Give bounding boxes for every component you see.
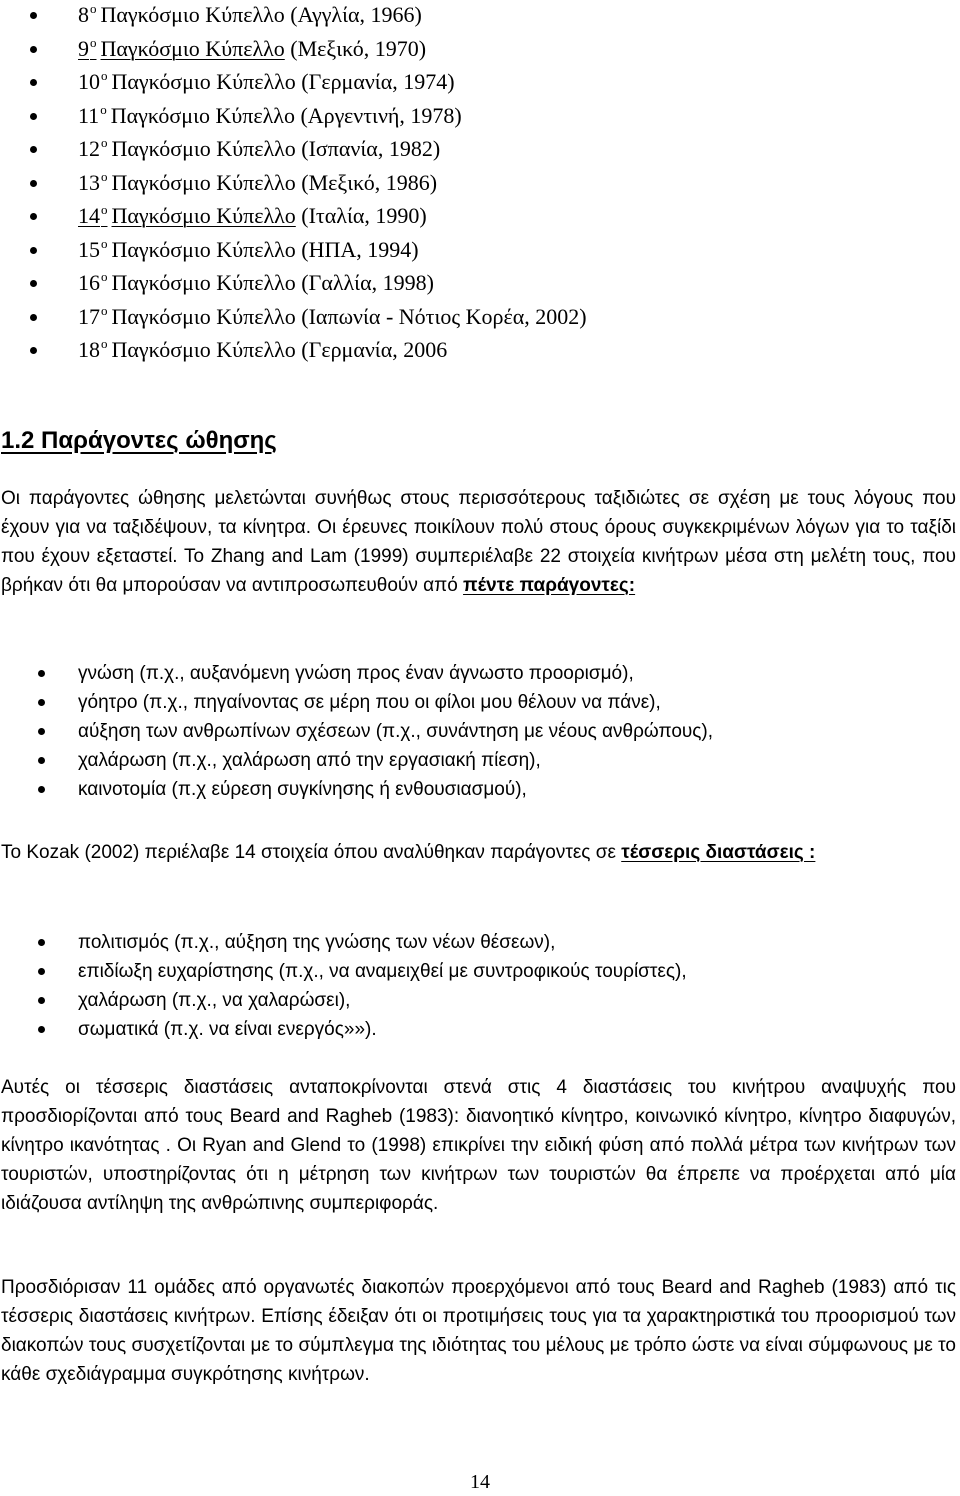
cup-details: (Ιταλία, 1990) — [295, 203, 427, 228]
list-item — [38, 775, 713, 804]
cup-details: (Μεξικό, 1986) — [295, 169, 438, 195]
world-cup-title — [78, 203, 296, 228]
world-cup-title — [78, 304, 296, 329]
cup-details: (Ιαπωνία - Νότιος Κορέα, 2002) — [295, 303, 587, 329]
bullet-icon — [30, 280, 37, 287]
ordinal-number: 15 — [78, 236, 100, 262]
ordinal-suffix: ο — [101, 68, 108, 83]
list-item — [30, 199, 587, 233]
paragraph-emphasis: τέσσερις διαστάσεις : — [621, 842, 816, 863]
ordinal-suffix: ο — [101, 168, 108, 184]
world-cup-list — [30, 0, 587, 367]
ordinal-number: 9 — [78, 35, 89, 61]
bullet-icon — [38, 997, 45, 1004]
bullet-icon — [38, 939, 45, 946]
list-item — [30, 166, 587, 200]
dimensions-list — [38, 928, 687, 1044]
list-item — [38, 717, 713, 746]
ordinal-suffix: ο — [101, 135, 108, 150]
list-item-text: επιδίωξη ευχαρίστησης (π.χ., να αναμειχθεί με συντροφικούς τουρίστες), — [78, 961, 687, 982]
ordinal-suffix: ο — [101, 302, 108, 318]
bullet-icon — [30, 12, 37, 19]
list-item — [30, 99, 587, 133]
ordinal-suffix: ο — [101, 235, 108, 251]
page-number: 14 — [470, 1471, 490, 1493]
world-cup-title — [78, 237, 296, 262]
ordinal-number: 14 — [78, 203, 100, 228]
paragraph-text: Το Kozak (2002) περιέλαβε 14 στοιχεία όπου αναλύθηκαν παράγοντες σε — [1, 842, 622, 863]
paragraph-text: Οι παράγοντες ώθησης μελετώνται συνήθως στους περισσότερους ταξιδιώτες σε σχέση με τους λόγους που έχουν για να ταξιδέψουν, τα κίνητρα. Οι έρευνες ποικίλουν πολύ στους όρους συγκεκριμένων λόγων για το ταξίδι που έχουν εξεταστεί. Το Zhang and Lam (1999) συμπεριέλαβε 22 στοιχεία κινήτρων μέσα στη μελέτη τους, που βρήκαν ότι θα μπορούσαν να αντιπροσωπευθούν από — [1, 488, 956, 596]
cup-details: (Γαλλία, 1998) — [295, 270, 434, 295]
list-item — [30, 233, 587, 267]
paragraph-kozak — [1, 838, 956, 867]
paragraph-emphasis: πέντε παράγοντες: — [463, 575, 636, 596]
cup-name: Παγκόσμιο Κύπελλο — [111, 303, 296, 329]
world-cup-title — [78, 136, 296, 161]
ordinal-suffix: ο — [101, 336, 108, 351]
bullet-icon — [30, 113, 37, 120]
bullet-icon — [38, 728, 45, 735]
cup-name: Παγκόσμιο Κύπελλο — [111, 169, 296, 195]
bullet-icon — [30, 314, 37, 321]
cup-details: (Γερμανία, 1974) — [295, 69, 455, 94]
world-cup-title — [78, 36, 285, 61]
cup-name: Παγκόσμιο Κύπελλο — [111, 236, 296, 262]
ordinal-number: 11 — [78, 102, 100, 128]
ordinal-number: 12 — [78, 136, 100, 161]
list-item — [30, 300, 587, 334]
cup-name: Παγκόσμιο Κύπελλο — [100, 2, 285, 27]
cup-details: (Ισπανία, 1982) — [295, 136, 441, 161]
bullet-icon — [38, 968, 45, 975]
bullet-icon — [30, 146, 37, 153]
world-cup-title — [78, 69, 296, 94]
section-heading-text: 1.2 Παράγοντες ώθησης — [1, 427, 277, 454]
list-item — [30, 333, 587, 367]
cup-name: Παγκόσμιο Κύπελλο — [110, 102, 295, 128]
world-cup-title — [78, 170, 296, 195]
list-item — [38, 1015, 687, 1044]
list-item-text: χαλάρωση (π.χ., χαλάρωση από την εργασιακή πίεση), — [78, 750, 541, 771]
bullet-icon — [30, 247, 37, 254]
ordinal-number: 17 — [78, 303, 100, 329]
cup-details: (Γερμανία, 2006 — [295, 337, 448, 362]
list-item-text: αύξηση των ανθρωπίνων σχέσεων (π.χ., συνάντηση με νέους ανθρώπους), — [78, 721, 714, 742]
cup-details: (Αργεντινή, 1978) — [294, 102, 462, 128]
cup-details: (ΗΠΑ, 1994) — [295, 236, 419, 262]
list-item — [38, 928, 687, 957]
section-heading — [1, 424, 277, 458]
bullet-icon — [30, 213, 37, 220]
bullet-icon — [38, 786, 45, 793]
cup-name: Παγκόσμιο Κύπελλο — [111, 136, 296, 161]
bullet-icon — [38, 670, 45, 677]
ordinal-suffix: ο — [101, 202, 108, 217]
list-item-text: χαλάρωση (π.χ., να χαλαρώσει), — [78, 990, 351, 1011]
bullet-icon — [30, 347, 37, 354]
list-item — [38, 659, 713, 688]
list-item — [38, 688, 713, 717]
world-cup-title — [78, 270, 296, 295]
cup-name: Παγκόσμιο Κύπελλο — [111, 270, 296, 295]
list-item-text: γνώση (π.χ., αυξανόμενη γνώση προς έναν άγνωστο προορισμό), — [78, 663, 634, 684]
ordinal-suffix: ο — [90, 1, 97, 16]
list-item-text: σωματικά (π.χ. να είναι ενεργός»»). — [78, 1019, 377, 1040]
factors-list — [38, 659, 713, 804]
list-item — [30, 266, 587, 300]
world-cup-title — [78, 337, 296, 362]
ordinal-number: 18 — [78, 337, 100, 362]
list-item — [38, 986, 687, 1015]
world-cup-title — [78, 2, 285, 27]
list-item — [38, 957, 687, 986]
bullet-icon — [38, 757, 45, 764]
bullet-icon — [30, 46, 37, 53]
list-item — [30, 0, 587, 32]
cup-name: Παγκόσμιο Κύπελλο — [111, 337, 296, 362]
ordinal-suffix: ο — [90, 34, 97, 50]
cup-name: Παγκόσμιο Κύπελλο — [111, 203, 296, 228]
world-cup-title — [78, 103, 295, 128]
ordinal-suffix: ο — [101, 269, 108, 284]
paragraph-dimensions: Αυτές οι τέσσερις διαστάσεις ανταποκρίνονται στενά στις 4 διαστάσεις του κινήτρου αναψυχής που προσδιορίζονται από τους Beard and Ragheb (1983): διανοητικό κίνητρο, κοινωνικό κίνητρο, κίνητρο διαφυγών, κίνητρο ικανότητας . Οι Ryan and Glend το (1998) επικρίνει την ειδική φύση από πολλά μέτρα των κινήτρων των τουριστών, υποστηρίζοντας ότι η μέτρηση των κινήτρων των τουριστών θα έπρεπε να προέρχεται από μία ιδιάζουσα αντίληψη της ανθρώπινης συμπεριφοράς. — [1, 1077, 956, 1214]
list-item — [30, 65, 587, 99]
ordinal-number: 8 — [78, 2, 89, 27]
cup-name: Παγκόσμιο Κύπελλο — [111, 69, 296, 94]
bullet-icon — [38, 1026, 45, 1033]
list-item — [30, 132, 587, 166]
ordinal-suffix: ο — [100, 101, 107, 117]
cup-name: Παγκόσμιο Κύπελλο — [100, 35, 285, 61]
list-item-text: καινοτομία (π.χ εύρεση συγκίνησης ή ενθουσιασμού), — [78, 779, 527, 800]
paragraph-push-factors — [1, 484, 956, 600]
cup-details: (Μεξικό, 1970) — [284, 35, 427, 61]
list-item-text: πολιτισμός (π.χ., αύξηση της γνώσης των νέων θέσεων), — [78, 932, 556, 953]
bullet-icon — [38, 699, 45, 706]
ordinal-number: 16 — [78, 270, 100, 295]
bullet-icon — [30, 180, 37, 187]
list-item — [30, 32, 587, 66]
ordinal-number: 13 — [78, 169, 100, 195]
list-item — [38, 746, 713, 775]
paragraph-groups: Προσδιόρισαν 11 ομάδες από οργανωτές διακοπών προερχόμενοι από τους Beard and Ragheb (1983) από τις τέσσερις διαστάσεις κινήτρων. Επίσης έδειξαν ότι οι προτιμήσεις τους για τα χαρακτηριστικά του προορισμού των διακοπών τους συσχετίζονται με το σύμπλεγμα της ιδιότητας του μέλους με τρόπο ώστε να είναι σύμφωνους με το κάθε σχεδιάγραμμα συγκρότησης κινήτρων. — [1, 1277, 956, 1385]
ordinal-number: 10 — [78, 69, 100, 94]
cup-details: (Αγγλία, 1966) — [284, 2, 422, 27]
list-item-text: γόητρο (π.χ., πηγαίνοντας σε μέρη που οι φίλοι μου θέλουν να πάνε), — [78, 692, 661, 713]
bullet-icon — [30, 79, 37, 86]
